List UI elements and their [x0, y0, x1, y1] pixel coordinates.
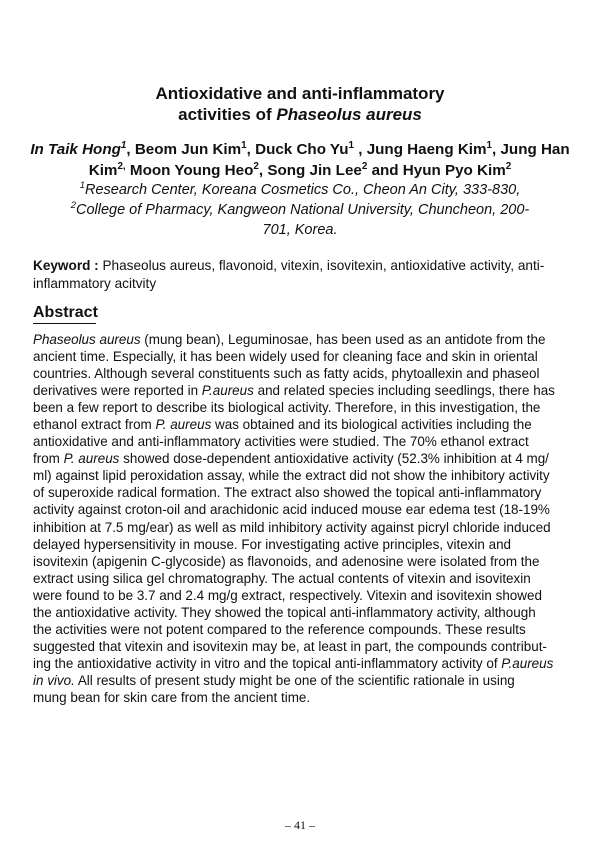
affiliation-text: College of Pharmacy, Kangweon National University, Chuncheon, 200- — [75, 202, 530, 218]
abstract-line — [33, 689, 567, 706]
text-run: and related species including seedlings, there has — [253, 383, 555, 399]
abstract-line — [33, 365, 567, 382]
abstract-underline — [33, 323, 96, 324]
abstract-line — [33, 467, 567, 484]
title-species: Phaseolus aureus — [276, 105, 422, 124]
author-affiliation-mark: 2 — [505, 160, 512, 172]
author-separator: , — [354, 141, 367, 158]
abstract-line — [33, 399, 567, 416]
author-name: Song Jin Lee — [267, 162, 362, 179]
text-run: isovitexin (apigenin C-glycoside) as flavonoids, and adenosine were isolated from the — [33, 553, 540, 569]
abstract-line — [33, 672, 567, 689]
text-run: activity against croton-oil and arachidonic acid induced mouse ear edema test (18-19% — [33, 502, 550, 518]
text-run: mung bean for skin care from the ancient time. — [33, 689, 311, 705]
text-run: ancient time. Especially, it has been widely used for cleaning face and skin in oriental — [33, 349, 538, 365]
keyword-text: Phaseolus aureus, flavonoid, vitexin, isovitexin, antioxidative activity, anti-inflammatory acitvity — [33, 258, 545, 291]
author-affiliation-mark: 1 — [241, 139, 247, 151]
author-affiliation-mark: 2, — [117, 160, 126, 172]
text-run: (mung bean), Leguminosae, has been used as an antidote from the — [140, 332, 546, 347]
italic-text: Phaseolus aureus — [33, 332, 141, 347]
author-name: Beom Jun Kim — [134, 141, 242, 158]
author-affiliation-mark: 1 — [348, 139, 355, 151]
text-run: inhibition at 7.5 mg/ear) as well as mild inhibitory activity against picryl chloride induced — [33, 519, 551, 535]
abstract-line — [33, 587, 567, 604]
affiliation-text: Research Center, Koreana Cosmetics Co., Cheon An City, 333-830, — [85, 182, 521, 198]
text-run: suggested that vitexin and isovitexin may be, at least in part, the compounds contribut- — [33, 638, 547, 654]
italic-text: P.aureus — [201, 383, 254, 399]
text-run: ing the antioxidative activity in vitro and the topical anti-inflammatory activity of — [33, 655, 502, 671]
abstract-body — [33, 331, 567, 706]
abstract-line — [33, 331, 567, 348]
italic-text: P.aureus — [501, 655, 554, 671]
abstract-line — [33, 638, 567, 655]
abstract-line — [33, 519, 567, 536]
author-affiliation-mark: 2 — [361, 160, 368, 172]
author-name: Jung Han Kim — [88, 141, 570, 179]
author-affiliation-mark: 2 — [253, 160, 259, 172]
paper-title — [0, 83, 600, 125]
text-run: showed dose-dependent antioxidative activity (52.3% inhibition at 4 mg/ — [119, 451, 549, 467]
text-run: of superoxide radical formation. The extract also showed the topical anti-inflammatory — [33, 485, 542, 501]
author-separator: and — [367, 162, 403, 179]
keywords — [33, 257, 566, 292]
text-run: the activities were not potent compared to the reference compounds. These results — [33, 621, 526, 637]
abstract-heading: Abstract — [33, 304, 98, 321]
text-run: derivatives were reported in — [33, 383, 202, 399]
page-number: – 41 – — [285, 818, 315, 832]
title-line-2 — [0, 104, 600, 125]
affiliation-mark: 1 — [79, 179, 85, 191]
author-name: Moon Young Heo — [129, 162, 254, 179]
abstract-line — [33, 416, 567, 433]
author-separator: , — [246, 141, 256, 158]
abstract-line — [33, 433, 567, 450]
abstract-line — [33, 382, 567, 399]
author-list — [30, 139, 570, 181]
title-prefix: activities of — [178, 105, 277, 124]
abstract-line — [33, 570, 567, 587]
text-run: delayed hypersensitivity in mouse. For investigating active principles, vitexin and — [33, 536, 512, 552]
author-separator: , — [492, 141, 501, 158]
abstract-line — [33, 450, 567, 467]
author-separator: , — [126, 141, 135, 158]
affiliations — [30, 180, 570, 240]
text-run: All results of present study might be one of the scientific rationale in using — [74, 672, 515, 688]
abstract-line — [33, 553, 567, 570]
affiliation-line — [30, 180, 570, 200]
italic-text: P. aureus — [155, 417, 212, 433]
abstract-line — [33, 604, 567, 621]
author-name: Duck Cho Yu — [255, 141, 349, 158]
text-run: the antioxidative activity. They showed the topical anti-inflammatory activity, although — [33, 604, 536, 620]
abstract-line — [33, 501, 567, 518]
author-affiliation-mark: 1 — [120, 139, 127, 151]
author-affiliation-mark: 1 — [486, 139, 493, 151]
abstract-line — [33, 621, 567, 638]
text-run: extract using silica gel chromatography. The actual contents of vitexin and isovitexin — [33, 570, 531, 586]
text-run: from — [33, 451, 64, 467]
italic-text: P. aureus — [63, 451, 120, 467]
author-separator: , — [258, 162, 268, 179]
text-run: was obtained and its biological activities including the — [211, 417, 532, 433]
author-name: Jung Haeng Kim — [366, 141, 487, 158]
abstract-line — [33, 655, 567, 672]
author-name: In Taik Hong — [30, 141, 121, 158]
italic-text: in vivo. — [33, 672, 75, 688]
abstract-line — [33, 348, 567, 365]
author-name: Hyun Pyo Kim — [402, 162, 506, 179]
text-run: were found to be 3.7 and 2.4 mg/g extract, respectively. Vitexin and isovitexin showed — [33, 587, 542, 603]
keyword-label: Keyword : — [33, 258, 99, 273]
affiliation-text: 701, Korea. — [262, 222, 338, 238]
affiliation-mark: 2 — [70, 199, 76, 211]
text-run: countries. Although several constituents such as fatty acids, phytoallexin and phaseol — [33, 366, 540, 382]
abstract-line — [33, 484, 567, 501]
text-run: antioxidative and anti-inflammatory activities were studied. The 70% ethanol extract — [33, 434, 529, 450]
text-run: ethanol extract from — [33, 417, 156, 433]
affiliation-line — [30, 200, 570, 220]
abstract-line — [33, 536, 567, 553]
text-run: been a few report to describe its biological activity. Therefore, in this investigation, the — [33, 400, 541, 416]
title-line-1: Antioxidative and anti-inflammatory — [155, 84, 445, 103]
text-run: ml) against lipid peroxidation assay, while the extract did not show the inhibitory activity — [33, 468, 550, 484]
affiliation-line — [30, 220, 570, 240]
